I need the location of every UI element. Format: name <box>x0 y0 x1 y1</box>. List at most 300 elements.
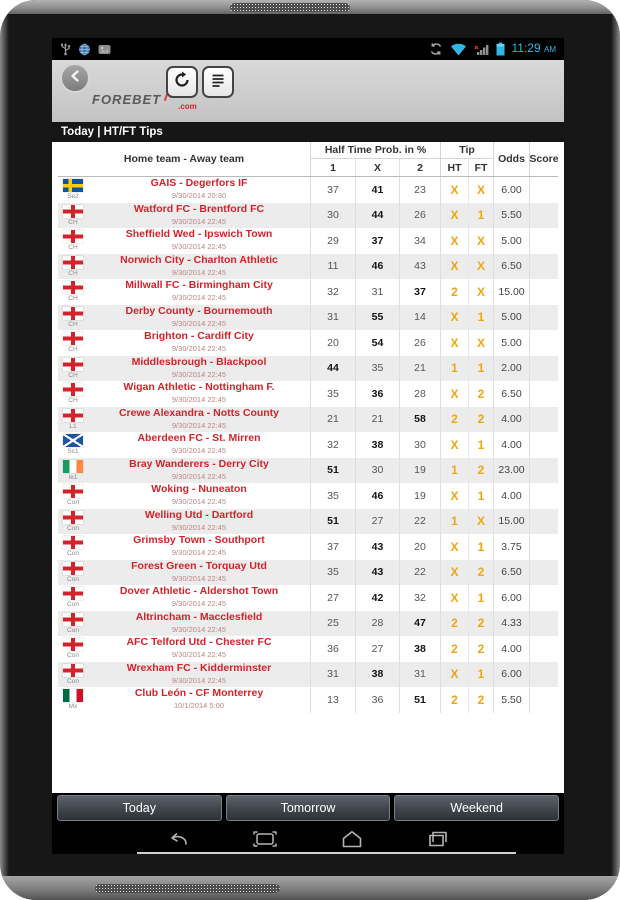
league-flag-icon <box>63 613 83 626</box>
match-teams: Brighton - Cardiff City <box>144 330 254 343</box>
table-row[interactable] <box>58 279 558 305</box>
tip-halftime: 2 <box>440 611 468 637</box>
header-p1: 1 <box>310 159 355 176</box>
prob-home: 20 <box>310 330 355 356</box>
menu-button[interactable] <box>202 66 234 98</box>
table-row[interactable] <box>58 687 558 713</box>
odds-value: 6.00 <box>493 662 529 688</box>
league-label: Con <box>67 499 79 507</box>
match-cell <box>88 279 310 305</box>
odds-value: 4.00 <box>493 483 529 509</box>
prob-draw: 28 <box>355 611 399 637</box>
league-cell <box>58 534 88 560</box>
league-cell <box>58 177 88 203</box>
browser-icon <box>78 43 91 56</box>
prob-home: 31 <box>310 305 355 331</box>
score-value <box>529 279 558 305</box>
header-ht: HT <box>440 159 468 176</box>
tab-tomorrow[interactable]: Tomorrow <box>226 795 391 821</box>
table-row[interactable] <box>58 330 558 356</box>
tip-halftime: X <box>440 560 468 586</box>
match-datetime: 9/30/2014 22:45 <box>171 650 227 660</box>
match-datetime: 10/1/2014 5:00 <box>173 701 225 711</box>
header-odds: Odds <box>493 142 529 176</box>
tip-halftime: 1 <box>440 509 468 535</box>
device-bottom-edge <box>0 876 620 900</box>
score-value <box>529 483 558 509</box>
footer-tabs <box>52 793 564 823</box>
odds-value: 3.75 <box>493 534 529 560</box>
prob-home: 32 <box>310 432 355 458</box>
table-row[interactable] <box>58 509 558 535</box>
prob-draw: 42 <box>355 585 399 611</box>
table-row[interactable] <box>58 662 558 688</box>
league-label: CH <box>68 346 78 354</box>
league-label: Sc1 <box>67 448 79 456</box>
wifi-icon <box>450 43 467 56</box>
league-label: Con <box>67 652 79 660</box>
refresh-button[interactable] <box>166 66 198 98</box>
prob-draw: 36 <box>355 381 399 407</box>
match-cell <box>88 458 310 484</box>
odds-value: 6.50 <box>493 560 529 586</box>
tip-fulltime: 2 <box>468 560 493 586</box>
match-datetime: 9/30/2014 20:30 <box>171 191 227 201</box>
league-cell <box>58 407 88 433</box>
prob-away: 26 <box>399 203 440 229</box>
prob-draw: 46 <box>355 483 399 509</box>
league-cell <box>58 381 88 407</box>
match-datetime: 9/30/2014 22:45 <box>171 420 227 430</box>
prob-draw: 44 <box>355 203 399 229</box>
match-cell <box>88 432 310 458</box>
match-datetime: 9/30/2014 22:45 <box>171 446 227 456</box>
prob-draw: 38 <box>355 432 399 458</box>
match-cell <box>88 560 310 586</box>
score-value <box>529 585 558 611</box>
table-row[interactable] <box>58 305 558 331</box>
prob-draw: 54 <box>355 330 399 356</box>
header-teams: Home team - Away team <box>123 153 245 165</box>
prob-draw: 38 <box>355 662 399 688</box>
table-row[interactable] <box>58 611 558 637</box>
match-teams: Aberdeen FC - St. Mirren <box>137 432 261 445</box>
match-cell <box>88 611 310 637</box>
match-teams: Wigan Athletic - Nottingham F. <box>123 381 275 394</box>
table-row[interactable] <box>58 381 558 407</box>
match-datetime: 9/30/2014 22:45 <box>171 573 227 583</box>
match-cell <box>88 203 310 229</box>
prob-home: 35 <box>310 560 355 586</box>
table-row[interactable] <box>58 534 558 560</box>
league-cell <box>58 458 88 484</box>
league-cell <box>58 585 88 611</box>
table-row[interactable] <box>58 458 558 484</box>
league-flag-icon <box>63 485 83 498</box>
prob-home: 44 <box>310 356 355 382</box>
match-teams: Sheffield Wed - Ipswich Town <box>125 228 273 241</box>
prob-away: 38 <box>399 636 440 662</box>
prob-away: 20 <box>399 534 440 560</box>
match-datetime: 9/30/2014 22:45 <box>171 497 227 507</box>
score-value <box>529 534 558 560</box>
league-cell <box>58 483 88 509</box>
match-datetime: 9/30/2014 22:45 <box>171 369 227 379</box>
league-flag-icon <box>63 511 83 524</box>
tip-fulltime: 1 <box>468 534 493 560</box>
match-cell <box>88 305 310 331</box>
league-cell <box>58 330 88 356</box>
match-cell <box>88 330 310 356</box>
league-label: Con <box>67 575 79 583</box>
prob-draw: 21 <box>355 407 399 433</box>
odds-value: 15.00 <box>493 279 529 305</box>
prob-draw: 55 <box>355 305 399 331</box>
tip-halftime: X <box>440 662 468 688</box>
odds-value: 6.00 <box>493 585 529 611</box>
match-cell <box>88 534 310 560</box>
speaker-grille-top <box>230 3 350 12</box>
league-cell <box>58 254 88 280</box>
league-cell <box>58 279 88 305</box>
tip-fulltime: X <box>468 177 493 203</box>
nav-bar <box>52 823 564 854</box>
tip-fulltime: 1 <box>468 483 493 509</box>
prob-draw: 35 <box>355 356 399 382</box>
tip-fulltime: X <box>468 254 493 280</box>
odds-value: 4.33 <box>493 611 529 637</box>
league-cell <box>58 636 88 662</box>
odds-value: 23.00 <box>493 458 529 484</box>
table-header <box>58 142 558 177</box>
score-value <box>529 254 558 280</box>
match-cell <box>88 407 310 433</box>
match-teams: Bray Wanderers - Derry City <box>129 457 269 470</box>
match-cell <box>88 228 310 254</box>
match-cell <box>88 662 310 688</box>
league-label: CH <box>68 320 78 328</box>
league-flag-icon <box>63 434 83 447</box>
tip-fulltime: 1 <box>468 203 493 229</box>
tip-halftime: X <box>440 177 468 203</box>
score-value <box>529 560 558 586</box>
match-teams: Woking - Nuneaton <box>151 483 247 496</box>
nav-back-icon[interactable] <box>166 829 190 849</box>
score-value <box>529 330 558 356</box>
prob-draw: 37 <box>355 228 399 254</box>
sync-icon <box>429 42 443 56</box>
match-datetime: 9/30/2014 22:45 <box>171 216 227 226</box>
league-label: L1 <box>69 422 77 430</box>
tip-halftime: X <box>440 483 468 509</box>
tip-halftime: X <box>440 203 468 229</box>
league-label: Se2 <box>67 193 79 201</box>
odds-value: 4.00 <box>493 407 529 433</box>
match-datetime: 9/30/2014 22:45 <box>171 318 227 328</box>
league-cell <box>58 432 88 458</box>
league-label: CH <box>68 269 78 277</box>
gallery-icon <box>98 44 111 55</box>
prob-draw: 27 <box>355 509 399 535</box>
nav-capture-icon[interactable] <box>252 829 278 849</box>
menu-icon <box>209 71 227 94</box>
odds-value: 5.50 <box>493 687 529 713</box>
table-row[interactable] <box>58 356 558 382</box>
header-prob-group: Half Time Prob. in % <box>310 142 440 159</box>
usb-icon <box>60 42 71 56</box>
prob-home: 27 <box>310 585 355 611</box>
header-score: Score <box>529 142 558 176</box>
prob-away: 51 <box>399 687 440 713</box>
table-row[interactable] <box>58 560 558 586</box>
table-row[interactable] <box>58 636 558 662</box>
score-value <box>529 177 558 203</box>
table-row[interactable] <box>58 228 558 254</box>
match-datetime: 9/30/2014 22:45 <box>171 293 227 303</box>
match-datetime: 9/30/2014 22:45 <box>171 267 227 277</box>
score-value <box>529 381 558 407</box>
tip-halftime: X <box>440 305 468 331</box>
league-flag-icon <box>63 638 83 651</box>
match-teams: Watford FC - Brentford FC <box>133 202 265 215</box>
score-value <box>529 458 558 484</box>
odds-value: 5.00 <box>493 330 529 356</box>
logo-text: FOREBET <box>92 92 162 107</box>
league-flag-icon <box>63 230 83 243</box>
odds-value: 6.50 <box>493 381 529 407</box>
prob-home: 25 <box>310 611 355 637</box>
match-teams: Grimsby Town - Southport <box>133 534 265 547</box>
match-teams: Welling Utd - Dartford <box>144 508 254 521</box>
prob-away: 19 <box>399 483 440 509</box>
prob-away: 34 <box>399 228 440 254</box>
tab-today[interactable]: Today <box>57 795 222 821</box>
tip-fulltime: 2 <box>468 381 493 407</box>
league-flag-icon <box>63 689 83 702</box>
tip-halftime: X <box>440 330 468 356</box>
nav-recents-icon[interactable] <box>426 829 450 849</box>
prob-away: 37 <box>399 279 440 305</box>
tip-halftime: X <box>440 534 468 560</box>
prob-home: 31 <box>310 662 355 688</box>
league-label: Con <box>67 550 79 558</box>
page-title: Today | HT/FT Tips <box>52 122 564 142</box>
header-ft: FT <box>468 159 493 176</box>
table-row[interactable] <box>58 254 558 280</box>
prob-home: 11 <box>310 254 355 280</box>
table-row[interactable] <box>58 407 558 433</box>
header-p2: 2 <box>399 159 440 176</box>
match-teams: GAIS - Degerfors IF <box>150 177 248 190</box>
score-value <box>529 636 558 662</box>
match-datetime: 9/30/2014 22:45 <box>171 548 227 558</box>
tab-weekend[interactable]: Weekend <box>394 795 559 821</box>
odds-value: 6.00 <box>493 177 529 203</box>
league-label: CH <box>68 244 78 252</box>
table-row[interactable] <box>58 432 558 458</box>
odds-value: 15.00 <box>493 509 529 535</box>
prob-home: 35 <box>310 381 355 407</box>
table-row[interactable] <box>58 483 558 509</box>
back-button[interactable] <box>60 63 90 93</box>
league-label: CH <box>68 371 78 379</box>
match-cell <box>88 483 310 509</box>
tip-fulltime: 1 <box>468 585 493 611</box>
tip-fulltime: 1 <box>468 305 493 331</box>
odds-value: 4.00 <box>493 636 529 662</box>
match-cell <box>88 254 310 280</box>
prob-away: 23 <box>399 177 440 203</box>
tip-fulltime: 1 <box>468 356 493 382</box>
tip-halftime: 2 <box>440 687 468 713</box>
refresh-icon <box>173 71 191 94</box>
match-cell <box>88 356 310 382</box>
odds-value: 5.00 <box>493 305 529 331</box>
score-value <box>529 356 558 382</box>
prob-home: 51 <box>310 509 355 535</box>
league-cell <box>58 356 88 382</box>
tip-fulltime: 2 <box>468 611 493 637</box>
prob-draw: 27 <box>355 636 399 662</box>
league-cell <box>58 228 88 254</box>
prob-away: 47 <box>399 611 440 637</box>
tip-halftime: 2 <box>440 636 468 662</box>
score-value <box>529 662 558 688</box>
league-cell <box>58 662 88 688</box>
header-px: X <box>355 159 399 176</box>
tip-fulltime: 1 <box>468 662 493 688</box>
prob-home: 37 <box>310 177 355 203</box>
tip-fulltime: 2 <box>468 458 493 484</box>
match-datetime: 9/30/2014 22:45 <box>171 599 227 609</box>
tip-halftime: X <box>440 585 468 611</box>
match-datetime: 9/30/2014 22:45 <box>171 395 227 405</box>
prob-home: 29 <box>310 228 355 254</box>
tip-fulltime: X <box>468 330 493 356</box>
match-cell <box>88 687 310 713</box>
match-teams: Club León - CF Monterrey <box>134 687 264 700</box>
league-flag-icon <box>63 664 83 677</box>
odds-value: 4.00 <box>493 432 529 458</box>
prob-draw: 41 <box>355 177 399 203</box>
app-header <box>52 60 564 122</box>
prob-draw: 36 <box>355 687 399 713</box>
league-flag-icon <box>63 383 83 396</box>
tip-halftime: X <box>440 254 468 280</box>
signal-icon <box>474 42 489 56</box>
match-teams: Wrexham FC - Kidderminster <box>126 661 272 674</box>
match-datetime: 9/30/2014 22:45 <box>171 344 227 354</box>
prob-home: 21 <box>310 407 355 433</box>
league-label: CH <box>68 397 78 405</box>
match-datetime: 9/30/2014 22:45 <box>171 471 227 481</box>
match-datetime: 9/30/2014 22:45 <box>171 675 227 685</box>
league-flag-icon <box>63 460 83 473</box>
tip-fulltime: 1 <box>468 432 493 458</box>
nav-home-icon[interactable] <box>340 829 364 849</box>
header-tip-group: Tip <box>440 142 493 159</box>
prob-draw: 31 <box>355 279 399 305</box>
match-cell <box>88 381 310 407</box>
match-cell <box>88 636 310 662</box>
match-datetime: 9/30/2014 22:45 <box>171 242 227 252</box>
prob-home: 37 <box>310 534 355 560</box>
match-datetime: 9/30/2014 22:45 <box>171 522 227 532</box>
league-label: CH <box>68 218 78 226</box>
league-flag-icon <box>63 307 83 320</box>
league-cell <box>58 203 88 229</box>
odds-value: 2.00 <box>493 356 529 382</box>
score-value <box>529 687 558 713</box>
prob-away: 32 <box>399 585 440 611</box>
table-rows <box>58 177 558 713</box>
prob-away: 58 <box>399 407 440 433</box>
match-teams: Forest Green - Torquay Utd <box>131 559 267 572</box>
league-label: Con <box>67 524 79 532</box>
tip-halftime: 1 <box>440 356 468 382</box>
prob-home: 35 <box>310 483 355 509</box>
league-flag-icon <box>63 562 83 575</box>
prob-home: 13 <box>310 687 355 713</box>
league-cell <box>58 509 88 535</box>
table-row[interactable] <box>58 585 558 611</box>
league-label: Con <box>67 626 79 634</box>
match-teams: Crewe Alexandra - Notts County <box>118 406 280 419</box>
league-flag-icon <box>63 587 83 600</box>
table-row[interactable] <box>58 177 558 203</box>
league-flag-icon <box>63 332 83 345</box>
odds-value: 6.50 <box>493 254 529 280</box>
prob-away: 22 <box>399 509 440 535</box>
league-label: Con <box>67 677 79 685</box>
league-flag-icon <box>63 281 83 294</box>
league-flag-icon <box>63 536 83 549</box>
league-label: Mx <box>68 703 78 711</box>
prob-away: 28 <box>399 381 440 407</box>
status-bar <box>52 38 564 60</box>
tip-fulltime: 2 <box>468 687 493 713</box>
league-flag-icon <box>63 205 83 218</box>
league-flag-icon <box>63 409 83 422</box>
prob-home: 51 <box>310 458 355 484</box>
tip-halftime: 1 <box>440 458 468 484</box>
match-datetime: 9/30/2014 22:45 <box>171 624 227 634</box>
tip-halftime: X <box>440 228 468 254</box>
league-cell <box>58 305 88 331</box>
table-row[interactable] <box>58 203 558 229</box>
league-cell <box>58 611 88 637</box>
league-cell <box>58 560 88 586</box>
odds-value: 5.50 <box>493 203 529 229</box>
score-value <box>529 432 558 458</box>
logo-suffix: .com <box>178 102 197 111</box>
score-value <box>529 228 558 254</box>
tip-fulltime: X <box>468 509 493 535</box>
prob-away: 22 <box>399 560 440 586</box>
league-cell <box>58 687 88 713</box>
tip-halftime: X <box>440 432 468 458</box>
match-teams: Altrincham - Macclesfield <box>135 610 263 623</box>
tip-halftime: 2 <box>440 407 468 433</box>
speaker-grille-bottom <box>95 884 280 893</box>
prob-away: 21 <box>399 356 440 382</box>
screen-glare <box>137 852 516 854</box>
tip-fulltime: X <box>468 279 493 305</box>
odds-value: 5.00 <box>493 228 529 254</box>
prob-home: 32 <box>310 279 355 305</box>
prob-away: 19 <box>399 458 440 484</box>
status-time: 11:29 AM <box>511 41 556 55</box>
